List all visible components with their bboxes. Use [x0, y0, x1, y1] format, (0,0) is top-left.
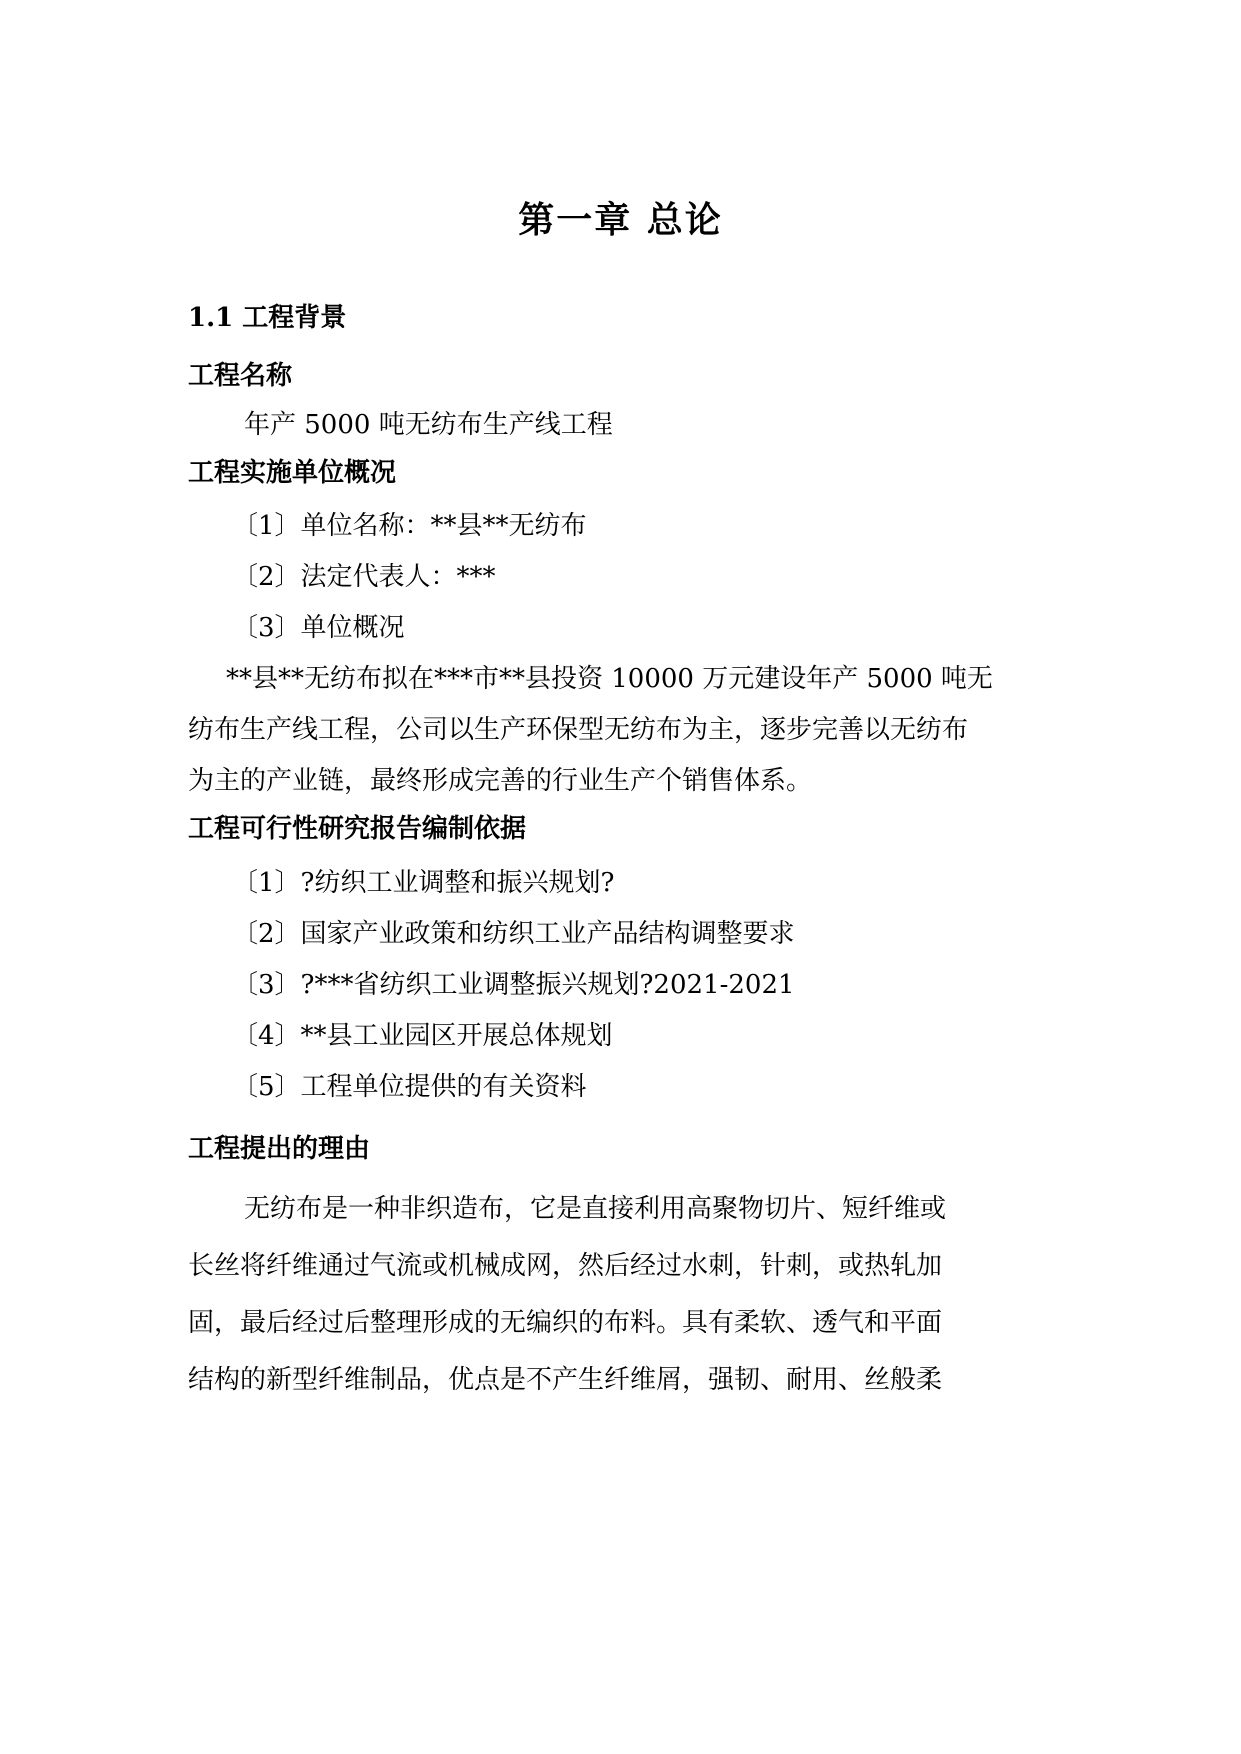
unit-item-3: 〔3〕单位概况: [232, 613, 405, 643]
unit-item-1: 〔1〕单位名称：**县**无纺布: [232, 511, 587, 541]
unit-paragraph-line-2: 纺布生产线工程，公司以生产环保型无纺布为主，逐步完善以无纺布: [188, 715, 969, 745]
reason-heading: 工程提出的理由: [188, 1134, 371, 1164]
basis-item-4: 〔4〕**县工业园区开展总体规划: [232, 1021, 613, 1051]
basis-item-5: 〔5〕工程单位提供的有关资料: [232, 1072, 587, 1102]
basis-heading: 工程可行性研究报告编制依据: [188, 814, 527, 844]
project-name-text: 年产 5000 吨无纺布生产线工程: [244, 410, 613, 440]
basis-item-3: 〔3〕?***省纺织工业调整振兴规划?2021-2021: [232, 970, 795, 1000]
unit-paragraph-line-3: 为主的产业链，最终形成完善的行业生产个销售体系。: [188, 766, 813, 796]
reason-paragraph-line-4: 结构的新型纤维制品，优点是不产生纤维屑，强韧、耐用、丝般柔: [188, 1365, 943, 1395]
section-title: 1.1 工程背景: [188, 303, 347, 333]
basis-item-1: 〔1〕?纺织工业调整和振兴规划?: [232, 868, 615, 898]
reason-paragraph-line-2: 长丝将纤维通过气流或机械成网，然后经过水刺，针刺，或热轧加: [188, 1251, 943, 1281]
project-name-heading: 工程名称: [188, 361, 293, 391]
reason-paragraph-line-1: 无纺布是一种非织造布，它是直接利用高聚物切片、短纤维或: [244, 1194, 947, 1224]
unit-overview-heading: 工程实施单位概况: [188, 458, 397, 488]
unit-item-2: 〔2〕法定代表人：***: [232, 562, 496, 592]
reason-paragraph-line-3: 固，最后经过后整理形成的无编织的布料。具有柔软、透气和平面: [188, 1308, 943, 1338]
unit-paragraph-line-1: **县**无纺布拟在***市**县投资 10000 万元建设年产 5000 吨无: [226, 664, 993, 694]
chapter-title: 第一章 总论: [518, 200, 723, 241]
basis-item-2: 〔2〕国家产业政策和纺织工业产品结构调整要求: [232, 919, 795, 949]
